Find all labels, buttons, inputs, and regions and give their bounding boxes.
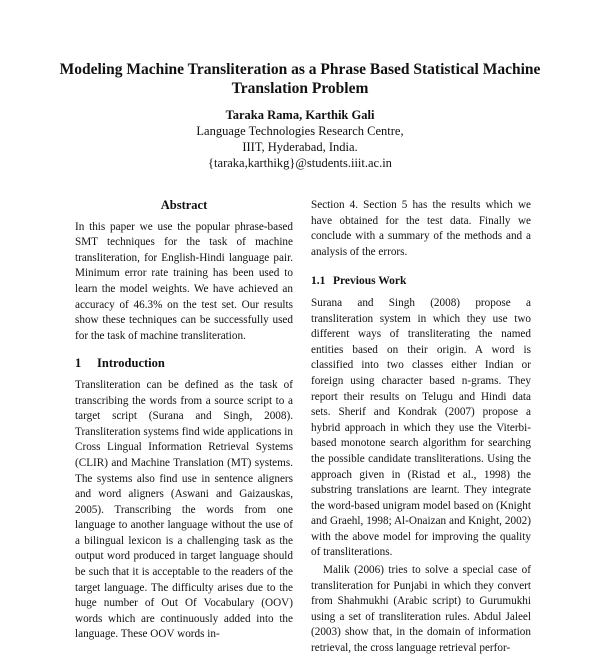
introduction-paragraph: Transliteration can be defined as the task of transcribing the words from a source script to a target script (Surana and Singh, 2008). Transliteration systems find wide applications in Cross Lingual Information Retrieval Systems (CLIR) and Machine Translation (MT) systems. The systems also find use in sentence aligners and word aligners (Aswani and Gaizauskas, 2005). Transcribing the words from one language to another language without the use of a bilingual lexicon is a challenging task as the output word produced in target language should be such that it is acceptable to the readers of the target language. The difficulty arises due to the huge number of Out Of Vocabulary (OOV) words which are continuously added into the language. These OOV words in- (75, 378, 293, 641)
abstract-text: In this paper we use the popular phrase-based SMT techniques for the task of machine transliteration, for English-Hindi language pair. Minimum error rate training has been used to learn the model weights. We have achieved an accuracy of 46.3% on the test set. Our results show these techniques can be successfully used for the task of machine transliteration. (75, 220, 293, 342)
author-block (100, 107, 500, 171)
affiliation-line-1: Language Technologies Research Centre, (196, 124, 404, 138)
previous-work-paragraph-1: Surana and Singh (2008) propose a transliteration system in which they use two different ways of transliterating the named entities based on their origin. A word is classified into two classes either Indian or foreign using character based n-grams. They report their results on Telugu and Hindi data sets. Sherif and Kondrak (2007) propose a hybrid approach in which they use the Viterbi-based monotone search algorithm for searching the possible candidate transliterations. Using the approach given in (Ristad et al., 1998) the substring translations are learnt. They integrate the word-based unigram model based on (Knight and Graehl, 1998; Al-Onaizan and Knight, 2002) with the above model for improving the quality of transliterations. (311, 296, 531, 559)
affiliation-line-2: IIIT, Hyderabad, India. (242, 140, 358, 154)
section-number: 1 (75, 356, 82, 371)
left-column (75, 198, 293, 643)
abstract-heading: Abstract (160, 198, 208, 212)
subsection-title: Previous Work (333, 275, 407, 288)
introduction-continuation: Section 4. Section 5 has the results which we have obtained for the test data. Finally we conclude with a summary of the methods and a analysis of the errors. (311, 199, 531, 258)
subsection-heading-previous-work (311, 274, 531, 290)
right-column (311, 198, 531, 657)
subsection-number: 1.1 (311, 275, 326, 288)
author-names: Taraka Rama, Karthik Gali (225, 108, 375, 122)
author-email: {taraka,karthikg}@students.iiit.ac.in (208, 156, 392, 170)
section-heading-introduction (75, 356, 293, 372)
paper-title: Modeling Machine Transliteration as a Phrase Based Statistical Machine Translation Problem (59, 61, 541, 97)
section-title: Introduction (97, 356, 165, 371)
previous-work-paragraph-2: Malik (2006) tries to solve a special case of transliteration for Punjabi in which they convert from Shahmukhi (Arabic script) to Gurumukhi using a set of transliteration rules. Abdul Jaleel (2003) show that, in the domain of information retrieval, the cross language retrieval perfor- (311, 564, 531, 655)
